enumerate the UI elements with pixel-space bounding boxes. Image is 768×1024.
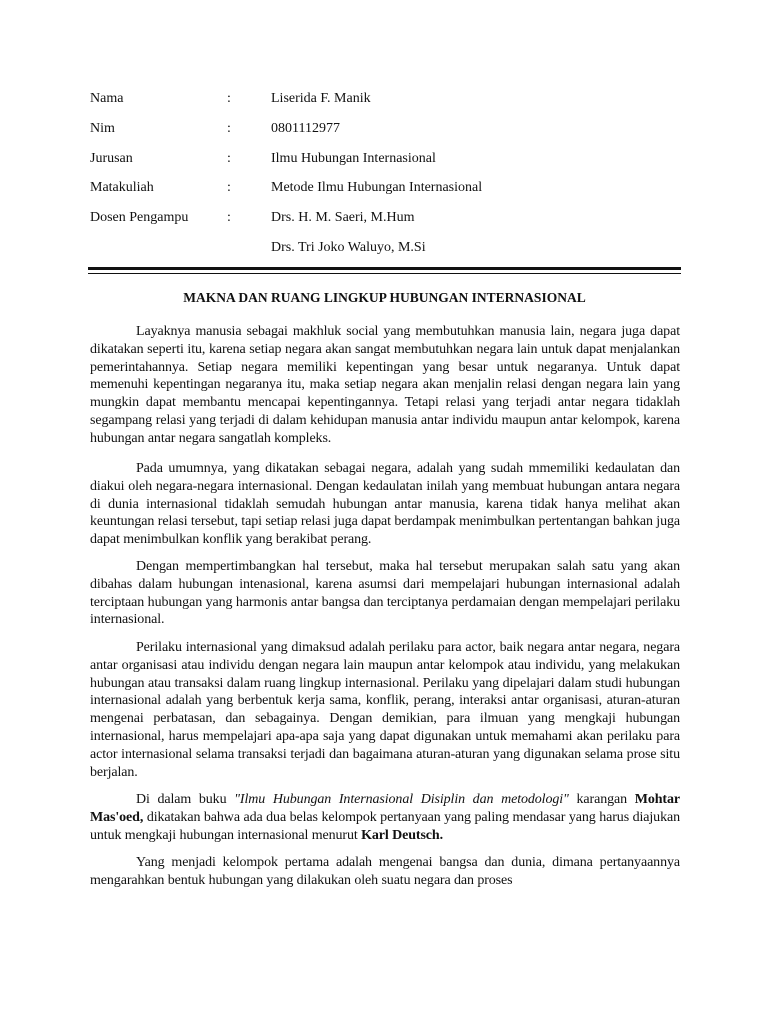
paragraph-4 [90,639,680,781]
paragraph-6: Yang menjadi kelompok pertama adalah mengenai bangsa dan dunia, dimana pertanyaannya mengarahkan bentuk hubungan yang dilakukan oleh suatu negara dan proses [90,855,680,888]
colon: : [227,91,231,106]
colon: : [227,180,231,195]
nim-value: 0801112977 [271,121,340,136]
matakuliah-label: Matakuliah [90,180,154,195]
document-title: MAKNA DAN RUANG LINGKUP HUBUNGAN INTERNASIONAL [183,290,586,305]
paragraph-5 [90,791,680,844]
paragraph-3: Dengan mempertimbangkan hal tersebut, maka hal tersebut merupakan salah satu yang akan dibahas dalam hubungan intenasional, karena asumsi dari mempelajari hubungan internasional adalah terciptaan hubungan yang harmonis antar bangsa dan terciptanya perdamaian dengan mempelajari perilaku internasional. [90,559,680,628]
dosen-label: Dosen Pengampu [90,210,189,225]
jurusan-value: Ilmu Hubungan Internasional [271,151,436,166]
nim-label: Nim [90,121,115,136]
paragraph-5-text-c: dikatakan bahwa ada dua belas kelompok pertanyaan yang paling mendasar yang harus diajukan untuk mengkaji hubungan internasional menurut [90,809,680,843]
colon: : [227,210,231,225]
nama-value: Liserida F. Manik [271,91,371,106]
matakuliah-value: Metode Ilmu Hubungan Internasional [271,180,483,195]
author-name: Mohtar Mas'oed, [90,792,680,825]
paragraph-5-text-a: Di dalam buku [136,792,235,807]
paragraph-2: Pada umumnya, yang dikatakan sebagai negara, adalah yang sudah mmemiliki kedaulatan dan diakui oleh negara-negara internasional. Dengan kedaulatan inilah yang membuat hubungan antara negara di dunia internasional tidaklah semudah hubungan antar manusia, karena tidak hanya melihat akan keuntungan relasi tersebut, tapi setiap relasi juga dapat berdampak menimbulkan pertentangan bahkan juga dapat menimbulkan konflik yang berakibat perang. [90,461,680,548]
dosen-value-2: Drs. Tri Joko Waluyo, M.Si [271,240,426,255]
colon: : [227,121,231,136]
colon: : [227,151,231,166]
nama-label: Nama [90,91,124,106]
paragraph-4-text: Perilaku internasional yang dimaksud adalah perilaku para actor, baik negara antar negara, negara antar organisasi atau individu dengan negara lain maupun antar kelompok atau individu, yang melakukan hubungan atau transaksi dalam ruang lingkup internasional. Perilaku yang dipelajari dalam studi hubungan internasional adalah yang berbentuk kerja sama, konflik, perang, interaksi antar organisasi, aturan-aturan mengenai perbatasan, dan sebagainya. Dengan demikian, para ilmuan yang mengkaji hubungan internasional, harus mempelajari apa-apa saja yang dapat digunakan untuk memahami akan perilaku para actor internasional selama transaksi terjadi dan bagaimana aturan-aturan yang digunakan selama prose situ berjalan. [90,640,680,780]
paragraph-5-text-b: karangan [568,792,635,807]
header-divider-thin [88,273,681,274]
paragraph-1: Layaknya manusia sebagai makhluk social yang membutuhkan manusia lain, negara juga dapat dikatakan seperti itu, karena setiap negara akan sangat membutuhkan negara lain untuk dapat menjalankan pemerintahannya. Setiap negara memiliki kepentingan yang besar untuk negaranya. Untuk dapat memenuhi kepentingan negaranya itu, maka setiap negara akan menjalin relasi dengan negara lain yang mungkin dapat membantu mencapai kepentingannya. Tetapi relasi yang terjadi antar negara tidaklah segampang relasi yang terjadi di dalam kehidupan manusia antar individu maupun antar kelompok, karena hubungan antar negara sangatlah kompleks. [90,324,680,446]
book-title: "Ilmu Hubungan Internasional Disiplin dan metodologi" [234,792,569,807]
dosen-value-1: Drs. H. M. Saeri, M.Hum [271,210,415,225]
karl-deutsch: Karl Deutsch. [361,827,443,843]
jurusan-label: Jurusan [90,151,133,166]
header-divider-thick [88,267,681,270]
